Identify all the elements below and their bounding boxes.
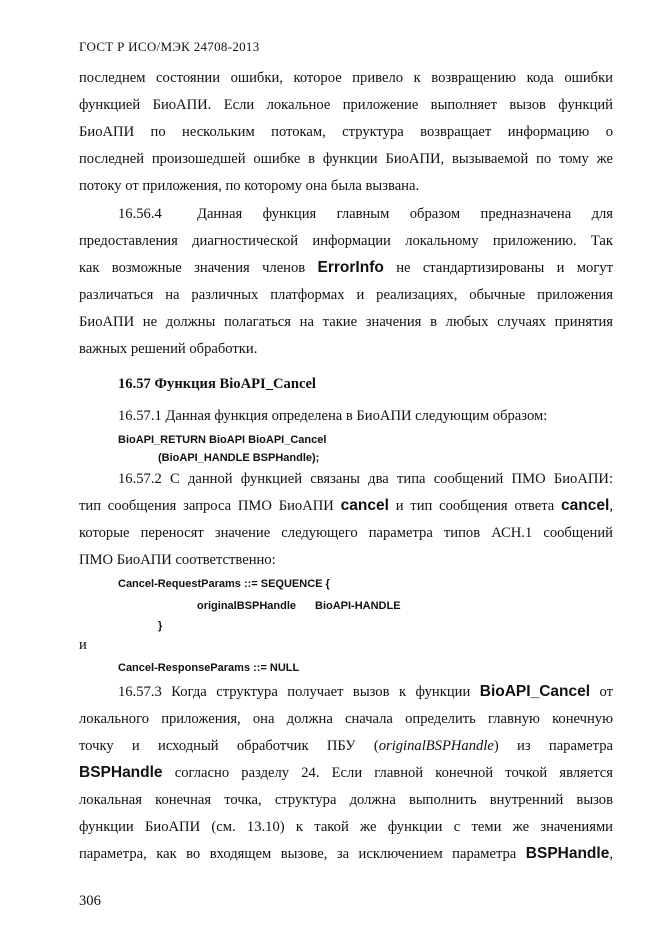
inline-code: BioAPI_Cancel [479,683,591,700]
text-line: БиоАПИ не должны полагаться на такие значения в любых случаях принятия [79,314,613,330]
code-line: Cancel-ResponseParams ::= NULL [118,662,300,674]
text-line: точку и исходный обработчик ПБУ (originalBSPHandle) из параметра [79,738,613,754]
text-line: последней произошедшей ошибке в функции БиоАПИ, вызываемой по тому же [79,151,613,167]
text-line: тип сообщения запроса ПМО БиоАПИ cancel и тип сообщения ответа cancel, [79,497,613,514]
text-line: последнем состоянии ошибки, которое привело к возвращению кода ошибки [79,70,613,86]
section-heading: 16.57 Функция BioAPI_Cancel [118,376,316,392]
code-field-type: BioAPI-HANDLE [315,600,401,612]
text-line: как возможные значения членов ErrorInfo не стандартизированы и могут [79,259,613,276]
text-line: потоку от приложения, по которому она была вызвана. [79,178,420,194]
code-line: Cancel-RequestParams ::= SEQUENCE { [118,578,330,590]
text-line: локального приложения, она должна сначала определить главную конечную [79,711,613,727]
text-line: 16.57.3 Когда структура получает вызов к функции BioAPI_Cancel от [118,683,613,700]
code-line: (BioAPI_HANDLE BSPHandle); [158,452,320,464]
text-line: предоставления диагностической информации локальному приложению. Так [79,233,613,249]
clause-number: 16.56.4 [118,206,162,222]
italic-term: originalBSPHandle [378,738,494,754]
text-line: 16.57.2 С данной функцией связаны два типа сообщений ПМО БиоАПИ: [118,471,613,487]
inline-code: BSPHandle [79,764,163,781]
text-line: которые переносят значение следующего параметра типов АСН.1 сообщений [79,525,613,541]
inline-code: ErrorInfo [317,259,384,276]
text-line: 16.57.1 Данная функция определена в БиоАПИ следующим образом: [118,408,548,424]
inline-code: cancel [340,497,389,514]
inline-code: BSPHandle [525,845,610,862]
code-field-name: originalBSPHandle [197,600,297,612]
text-line: различаться на различных платформах и реализациях, обычные приложения [79,287,613,303]
text-line: и [79,637,87,653]
text-line: локальная конечная точка, структура должна выполнить внутренний вызов [79,792,613,808]
text-line: функцией БиоАПИ. Если локальное приложение выполняет вызов функций [79,97,613,113]
text-line: Данная функция главным образом предназначена для [197,206,613,222]
text-line: важных решений обработки. [79,341,258,357]
inline-code: cancel [561,497,610,514]
page-header: ГОСТ Р ИСО/МЭК 24708-2013 [79,39,260,54]
text-line: ПМО БиоАПИ соответственно: [79,552,276,568]
text-line: БиоАПИ по нескольким потокам, структура возвращает информацию о [79,124,613,140]
code-line: BioAPI_RETURN BioAPI BioAPI_Cancel [118,434,327,446]
code-line: } [158,620,163,632]
text-line: параметра, как во входящем вызове, за исключением параметра BSPHandle, [79,845,613,862]
page-number: 306 [79,893,101,909]
text-line: BSPHandle согласно разделу 24. Если главной конечной точкой является [79,764,613,781]
text-line: функции БиоАПИ (см. 13.10) к такой же функции с теми же значениями [79,819,613,835]
